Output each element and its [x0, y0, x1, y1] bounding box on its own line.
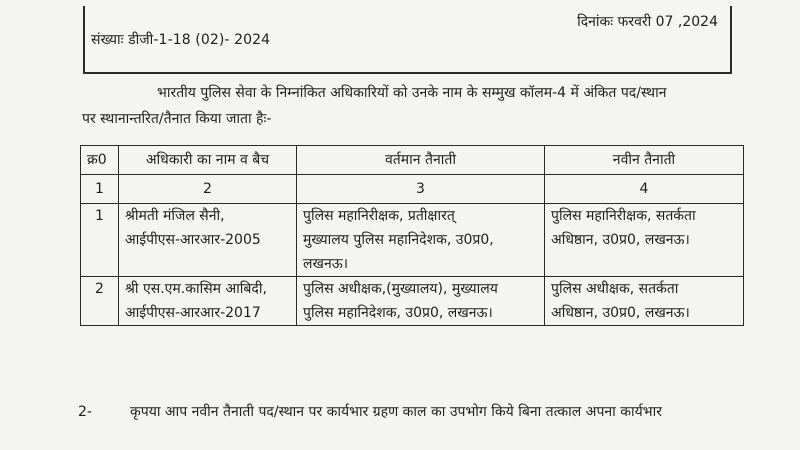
table-header-row	[81, 146, 744, 175]
current-posting-line: मुख्यालय पुलिस महानिदेशक, उ0प्र0,	[303, 232, 494, 248]
new-posting-cell	[545, 277, 744, 326]
row-serial: 1	[81, 204, 119, 277]
new-posting-line: पुलिस महानिरीक्षक, सतर्कता	[551, 208, 696, 224]
column-number: 2	[119, 175, 297, 204]
header-new-posting: नवीन तैनाती	[545, 146, 744, 175]
header-officer: अधिकारी का नाम व बैच	[119, 146, 297, 175]
header-current-posting: वर्तमान तैनाती	[297, 146, 545, 175]
header-box	[83, 6, 732, 74]
header-serial: क्र0	[81, 146, 119, 175]
point-text: कृपया आप नवीन तैनाती पद/स्थान पर कार्यभार ग्रहण काल का उपभोग किये बिना तत्काल अपना कार्यभार	[130, 404, 662, 420]
column-number: 4	[545, 175, 744, 204]
intro-line-2: पर स्थानान्तरित/तैनात किया जाता हैः-	[82, 111, 272, 127]
officer-name: श्री एस.एम.कासिम आबिदी,	[125, 281, 267, 297]
officer-batch: आईपीएस-आरआर-2017	[125, 305, 261, 321]
officer-batch: आईपीएस-आरआर-2005	[125, 232, 261, 248]
current-posting-line: पुलिस अधीक्षक,(मुख्यालय), मुख्यालय	[303, 281, 498, 297]
intro-line-1: भारतीय पुलिस सेवा के निम्नांकित अधिकारियों को उनके नाम के सम्मुख कॉलम-4 में अंकित पद/स्थान	[157, 85, 667, 101]
table-row	[81, 204, 744, 277]
new-posting-line: अधिष्ठान, उ0प्र0, लखनऊ।	[551, 305, 690, 321]
point-2	[78, 402, 662, 421]
current-posting-line: पुलिस महानिरीक्षक, प्रतीक्षारत्	[303, 208, 455, 224]
current-posting-cell	[297, 277, 545, 326]
officer-name: श्रीमती मंजिल सैनी,	[125, 208, 225, 224]
posting-table	[80, 145, 744, 326]
current-posting-line: पुलिस महानिदेशक, उ0प्र0, लखनऊ।	[303, 305, 493, 321]
letter-date: दिनांकः फरवरी 07 ,2024	[577, 14, 718, 30]
current-posting-line: लखनऊ।	[303, 256, 349, 272]
new-posting-cell	[545, 204, 744, 277]
column-number: 3	[297, 175, 545, 204]
officer-cell	[119, 277, 297, 326]
table-row	[81, 277, 744, 326]
new-posting-line: पुलिस अधीक्षक, सतर्कता	[551, 281, 679, 297]
column-number: 1	[81, 175, 119, 204]
row-serial: 2	[81, 277, 119, 326]
point-number: 2-	[78, 404, 92, 420]
column-number-row	[81, 175, 744, 204]
reference-number: संख्याः डीजी-1-18 (02)- 2024	[91, 32, 271, 48]
current-posting-cell	[297, 204, 545, 277]
new-posting-line: अधिष्ठान, उ0प्र0, लखनऊ।	[551, 232, 690, 248]
intro-paragraph	[82, 80, 742, 132]
officer-cell	[119, 204, 297, 277]
